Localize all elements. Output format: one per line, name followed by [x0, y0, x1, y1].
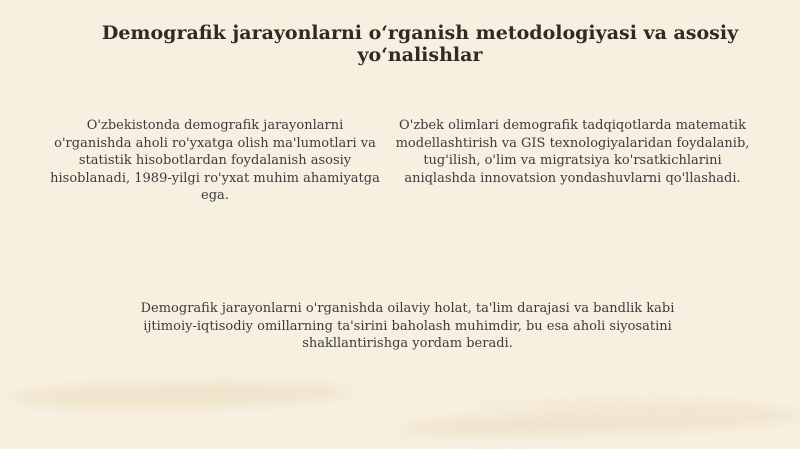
- paragraph-census-data: O'zbekistonda demografik jarayonlarni o'rganishda aholi ro'yxatga olish ma'lumotlari va statistik hisobotlardan foydalanish asosiy hisoblanadi, 1989-yilgi ro'yxat muhim ahamiyatga ega.: [50, 118, 380, 203]
- decorative-brush-stroke: [10, 379, 350, 411]
- paragraph-socioeconomic-factors: Demografik jarayonlarni o'rganishda oilaviy holat, ta'lim darajasi va bandlik kabi ijtimoiy-iqtisodiy omillarning ta'sirini baholash muhimdir, bu esa aholi siyosatini shakllantirishga yordam beradi.: [140, 301, 675, 351]
- decorative-brush-stroke: [470, 400, 770, 410]
- paragraph-modeling-gis: O'zbek olimlari demografik tadqiqotlarda matematik modellashtirish va GIS texnologiyalaridan foydalanib, tug'ilish, o'lim va migratsiya ko'rsatkichlarini aniqlashda innovatsion yondashuvlarni qo'llashadi.: [395, 118, 750, 186]
- slide-title: Demografik jarayonlarni o‘rganish metodologiyasi va asosiy yo‘nalishlar: [101, 22, 739, 66]
